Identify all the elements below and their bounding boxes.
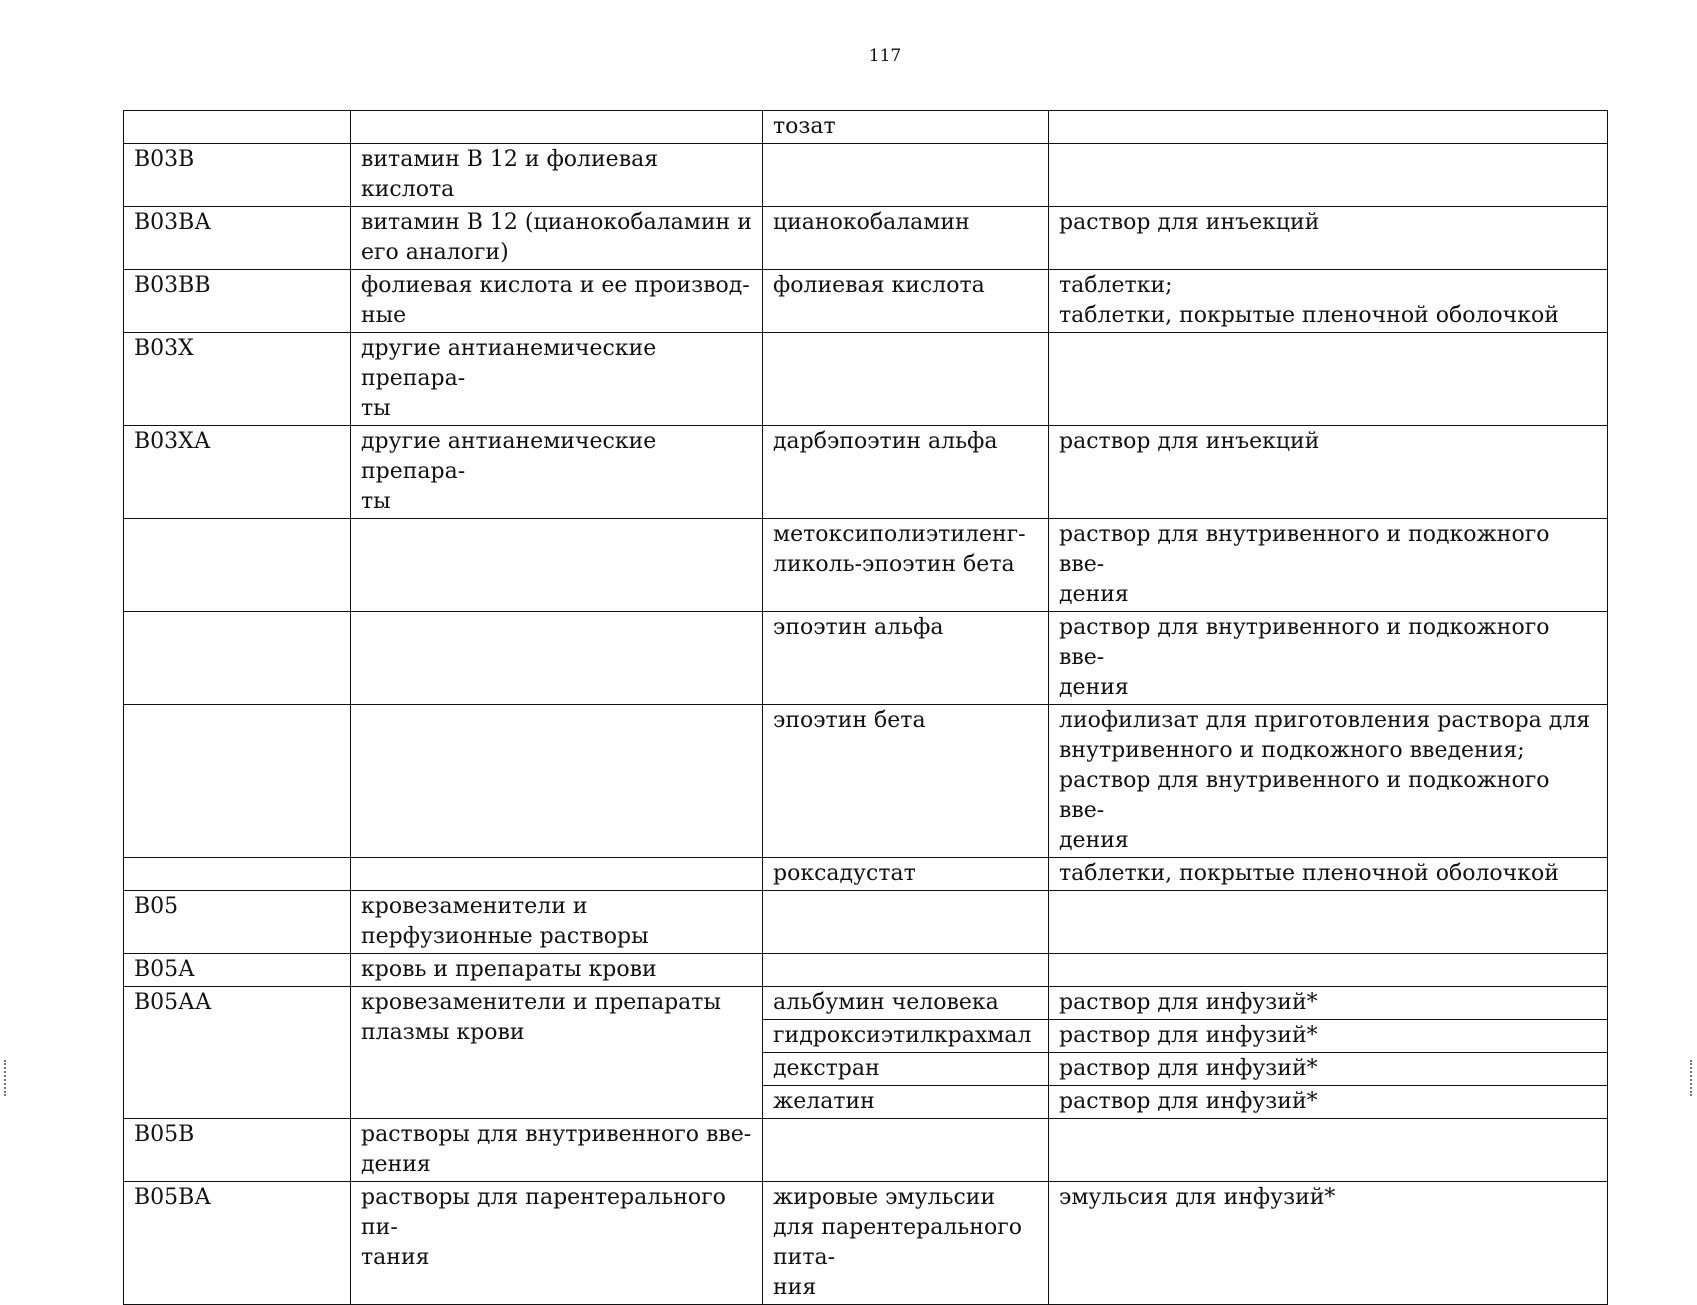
table-row bbox=[124, 333, 1608, 426]
atc-code-cell bbox=[124, 858, 351, 891]
substance-cell bbox=[763, 1119, 1049, 1182]
atc-code-cell: В03ХА bbox=[124, 426, 351, 519]
table-row bbox=[124, 891, 1608, 954]
dosage-form-cell bbox=[1049, 333, 1608, 426]
table-row bbox=[124, 144, 1608, 207]
drug-table bbox=[123, 110, 1608, 1305]
dosage-form-cell: раствор для внутривенного и подкожного вве- дения bbox=[1049, 612, 1608, 705]
table-row bbox=[124, 705, 1608, 858]
group-name-cell: витамин В 12 и фолиевая кислота bbox=[351, 144, 763, 207]
table-row bbox=[124, 1119, 1608, 1182]
table-row bbox=[124, 987, 1608, 1020]
substance-cell bbox=[763, 144, 1049, 207]
group-name-cell: кровезаменители и перфузионные растворы bbox=[351, 891, 763, 954]
scan-mark-left bbox=[4, 1060, 10, 1096]
group-name-cell bbox=[351, 705, 763, 858]
dosage-form-cell: раствор для инъекций bbox=[1049, 207, 1608, 270]
substance-cell: роксадустат bbox=[763, 858, 1049, 891]
substance-cell: тозат bbox=[763, 111, 1049, 144]
atc-code-cell: В05АА bbox=[124, 987, 351, 1119]
dosage-form-cell: раствор для инфузий* bbox=[1049, 1086, 1608, 1119]
substance-cell: жировые эмульсии для парентерального пита- ния bbox=[763, 1182, 1049, 1305]
substance-cell: эпоэтин альфа bbox=[763, 612, 1049, 705]
group-name-cell bbox=[351, 519, 763, 612]
substance-cell: альбумин человека bbox=[763, 987, 1049, 1020]
substance-cell: декстран bbox=[763, 1053, 1049, 1086]
group-name-cell: растворы для парентерального пи- тания bbox=[351, 1182, 763, 1305]
substance-cell bbox=[763, 954, 1049, 987]
group-name-cell: другие антианемические препара- ты bbox=[351, 426, 763, 519]
substance-cell: гидроксиэтилкрахмал bbox=[763, 1020, 1049, 1053]
substance-cell: цианокобаламин bbox=[763, 207, 1049, 270]
dosage-form-cell: раствор для инфузий* bbox=[1049, 1020, 1608, 1053]
substance-cell bbox=[763, 333, 1049, 426]
atc-code-cell: В03В bbox=[124, 144, 351, 207]
substance-cell: эпоэтин бета bbox=[763, 705, 1049, 858]
dosage-form-cell bbox=[1049, 954, 1608, 987]
group-name-cell: витамин В 12 (цианокобаламин и его аналоги) bbox=[351, 207, 763, 270]
dosage-form-cell: раствор для внутривенного и подкожного вве- дения bbox=[1049, 519, 1608, 612]
group-name-cell bbox=[351, 111, 763, 144]
atc-code-cell bbox=[124, 111, 351, 144]
dosage-form-cell bbox=[1049, 111, 1608, 144]
dosage-form-cell: таблетки; таблетки, покрытые пленочной оболочкой bbox=[1049, 270, 1608, 333]
table-row bbox=[124, 111, 1608, 144]
atc-code-cell bbox=[124, 705, 351, 858]
substance-cell: желатин bbox=[763, 1086, 1049, 1119]
atc-code-cell: В03ВВ bbox=[124, 270, 351, 333]
table-row bbox=[124, 207, 1608, 270]
dosage-form-cell: эмульсия для инфузий* bbox=[1049, 1182, 1608, 1305]
dosage-form-cell bbox=[1049, 144, 1608, 207]
page-number: 117 bbox=[868, 46, 902, 66]
dosage-form-cell: таблетки, покрытые пленочной оболочкой bbox=[1049, 858, 1608, 891]
substance-cell: метоксиполиэтиленг- ликоль-эпоэтин бета bbox=[763, 519, 1049, 612]
group-name-cell bbox=[351, 612, 763, 705]
substance-cell: фолиевая кислота bbox=[763, 270, 1049, 333]
atc-code-cell bbox=[124, 519, 351, 612]
table-row bbox=[124, 612, 1608, 705]
substance-cell: дарбэпоэтин альфа bbox=[763, 426, 1049, 519]
group-name-cell: другие антианемические препара- ты bbox=[351, 333, 763, 426]
table-row bbox=[124, 519, 1608, 612]
dosage-form-cell bbox=[1049, 891, 1608, 954]
table-row bbox=[124, 954, 1608, 987]
group-name-cell: кровь и препараты крови bbox=[351, 954, 763, 987]
atc-code-cell bbox=[124, 612, 351, 705]
group-name-cell: кровезаменители и препараты плазмы крови bbox=[351, 987, 763, 1119]
atc-code-cell: В03Х bbox=[124, 333, 351, 426]
dosage-form-cell: раствор для инъекций bbox=[1049, 426, 1608, 519]
group-name-cell bbox=[351, 858, 763, 891]
table-row bbox=[124, 270, 1608, 333]
atc-code-cell: В05 bbox=[124, 891, 351, 954]
table-row bbox=[124, 426, 1608, 519]
dosage-form-cell bbox=[1049, 1119, 1608, 1182]
substance-cell bbox=[763, 891, 1049, 954]
group-name-cell: растворы для внутривенного вве- дения bbox=[351, 1119, 763, 1182]
atc-code-cell: В05А bbox=[124, 954, 351, 987]
dosage-form-cell: раствор для инфузий* bbox=[1049, 987, 1608, 1020]
table-row bbox=[124, 858, 1608, 891]
atc-code-cell: В03ВА bbox=[124, 207, 351, 270]
dosage-form-cell: лиофилизат для приготовления раствора для внутривенного и подкожного введения; раствор для внутривенного и подкожного вве- дения bbox=[1049, 705, 1608, 858]
atc-code-cell: В05ВА bbox=[124, 1182, 351, 1305]
dosage-form-cell: раствор для инфузий* bbox=[1049, 1053, 1608, 1086]
scan-mark-right bbox=[1690, 1060, 1696, 1096]
atc-code-cell: В05В bbox=[124, 1119, 351, 1182]
group-name-cell: фолиевая кислота и ее производ- ные bbox=[351, 270, 763, 333]
